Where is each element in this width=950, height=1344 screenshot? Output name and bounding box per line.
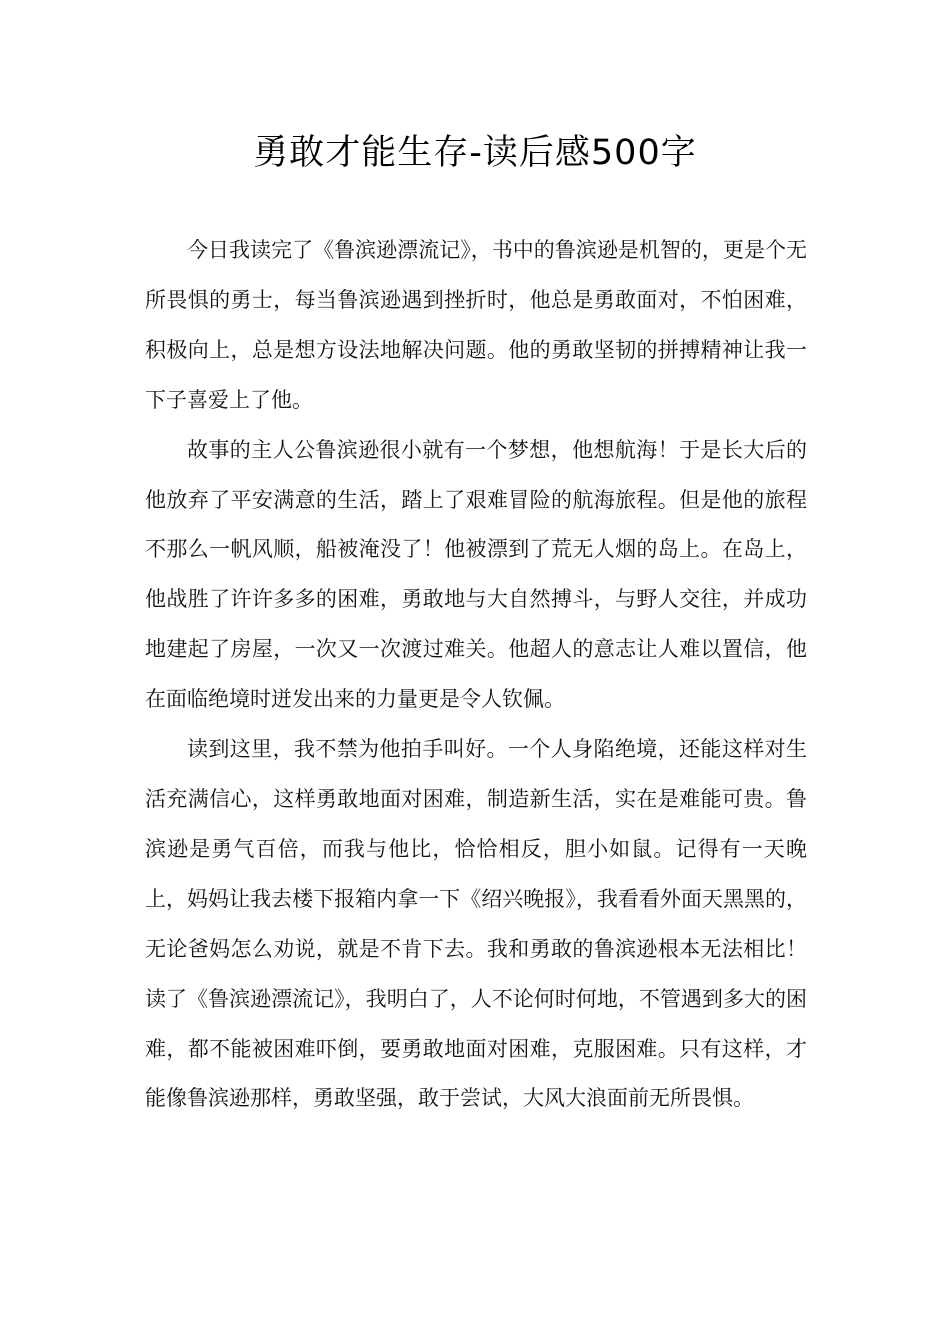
document-body [145,226,807,1124]
document-title: 勇敢才能生存-读后感500字 [253,133,697,173]
paragraph-2: 故事的主人公鲁滨逊很小就有一个梦想，他想航海！于是长大后的他放弃了平安满意的生活，踏上了艰难冒险的航海旅程。但是他的旅程不那么一帆风顺，船被淹没了！他被漂到了荒无人烟的岛上。在岛上，他战胜了许许多多的困难，勇敢地与大自然搏斗，与野人交往，并成功地建起了房屋，一次又一次渡过难关。他超人的意志让人难以置信，他在面临绝境时迸发出来的力量更是令人钦佩。 [145,437,807,712]
paragraph-3: 读到这里，我不禁为他拍手叫好。一个人身陷绝境，还能这样对生活充满信心，这样勇敢地面对困难，制造新生活，实在是难能可贵。鲁滨逊是勇气百倍，而我与他比，恰恰相反，胆小如鼠。记得有一天晚上，妈妈让我去楼下报箱内拿一下《绍兴晚报》，我看看外面天黑黑的，无论爸妈怎么劝说，就是不肯下去。我和勇敢的鲁滨逊根本无法相比！读了《鲁滨逊漂流记》，我明白了，人不论何时何地，不管遇到多大的困难，都不能被困难吓倒，要勇敢地面对困难，克服困难。只有这样，才能像鲁滨逊那样，勇敢坚强，敢于尝试，大风大浪面前无所畏惧。 [145,737,807,1111]
paragraph-1: 今日我读完了《鲁滨逊漂流记》，书中的鲁滨逊是机智的，更是个无所畏惧的勇士，每当鲁滨逊遇到挫折时，他总是勇敢面对，不怕困难，积极向上，总是想方设法地解决问题。他的勇敢坚韧的拼搏精神让我一下子喜爱上了他。 [145,238,807,412]
